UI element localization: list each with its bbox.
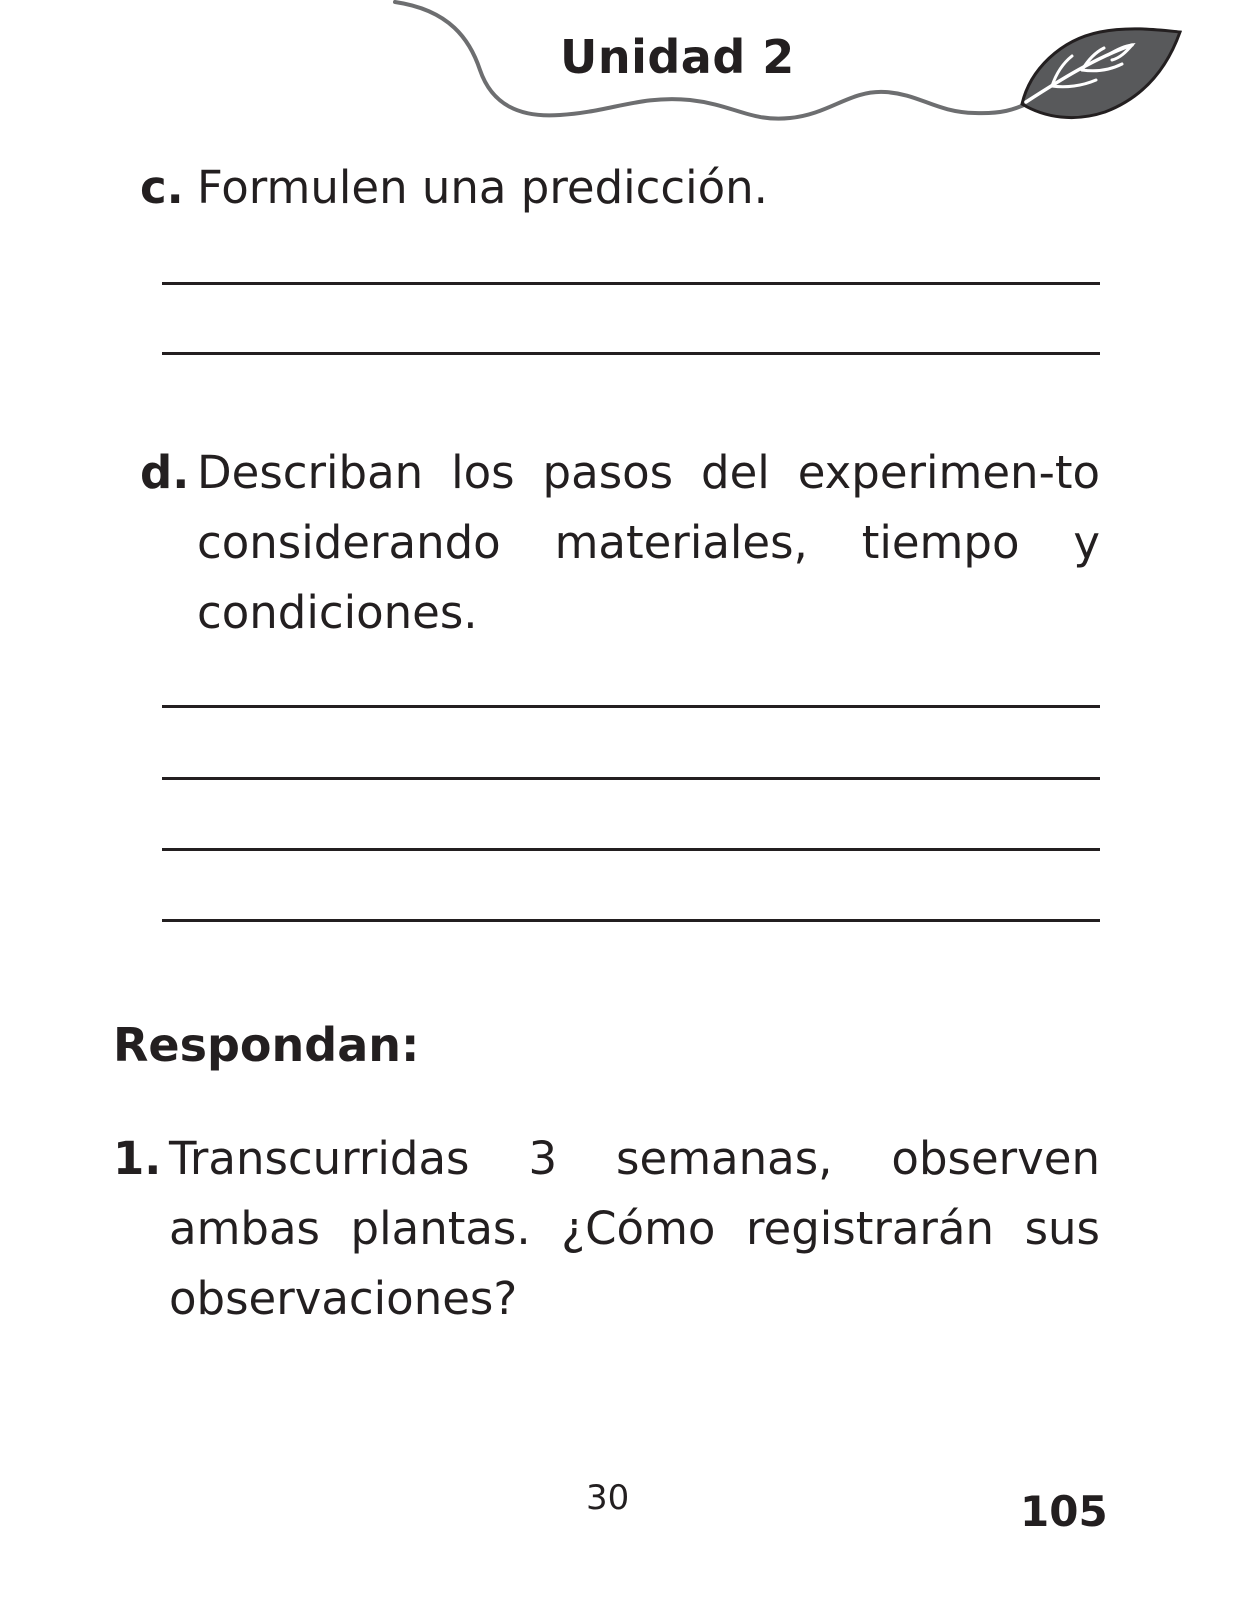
question-1-marker: 1.: [113, 1132, 162, 1185]
item-d-marker: d.: [140, 446, 190, 499]
item-d-text: Describan los pasos del experimen-to considerando materiales, tiempo y condiciones.: [197, 446, 1100, 639]
item-c-text: Formulen una predicción.: [197, 161, 768, 214]
answer-line[interactable]: [162, 919, 1100, 922]
answer-line[interactable]: [162, 352, 1100, 355]
answer-line[interactable]: [162, 777, 1100, 780]
item-c-marker: c.: [140, 161, 184, 214]
item-d: [140, 438, 1100, 648]
question-1-text: Transcurridas 3 semanas, observen ambas plantas. ¿Cómo registrarán sus observaciones?: [169, 1132, 1100, 1325]
page-number: 105: [1020, 1487, 1108, 1536]
answer-line[interactable]: [162, 282, 1100, 285]
folio-number: 30: [586, 1478, 630, 1518]
question-1: [113, 1124, 1100, 1334]
section-heading: Respondan:: [113, 1018, 420, 1072]
unit-title: Unidad 2: [560, 30, 795, 84]
answer-line[interactable]: [162, 848, 1100, 851]
item-c: [140, 153, 1100, 223]
leaf-icon: [1022, 29, 1180, 118]
answer-line[interactable]: [162, 705, 1100, 708]
